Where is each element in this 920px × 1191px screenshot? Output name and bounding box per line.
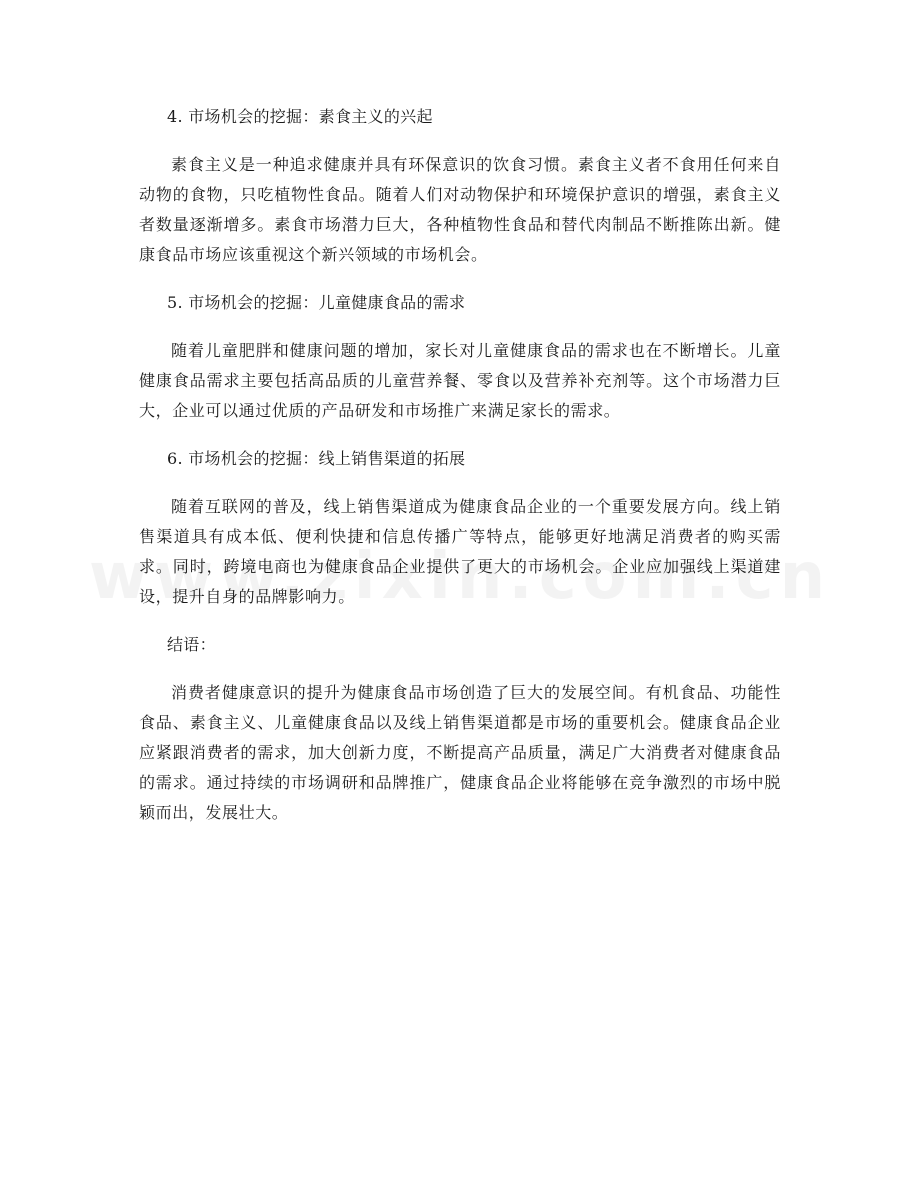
section-heading-6: 6. 市场机会的挖掘：线上销售渠道的拓展 xyxy=(167,449,466,468)
section-paragraph-4: 素食主义是一种追求健康并具有环保意识的饮食习惯。素食主义者不食用任何来自动物的食物，只吃植物性食品。随着人们对动物保护和环境保护意识的增强，素食主义者数量逐渐增多。素食市场潜力巨大，各种植物性食品和替代肉制品不断推陈出新。健康食品市场应该重视这个新兴领域的市场机会。 xyxy=(139,155,781,264)
conclusion-paragraph: 消费者健康意识的提升为健康食品市场创造了巨大的发展空间。有机食品、功能性食品、素食主义、儿童健康食品以及线上销售渠道都是市场的重要机会。健康食品企业应紧跟消费者的需求，加大创新力度，不断提高产品质量，满足广大消费者对健康食品的需求。通过持续的市场调研和品牌推广，健康食品企业将能够在竞争激烈的市场中脱颖而出，发展壮大。 xyxy=(139,683,781,822)
document-body xyxy=(139,102,781,846)
section-heading-5: 5. 市场机会的挖掘：儿童健康食品的需求 xyxy=(167,293,466,312)
conclusion-heading: 结语： xyxy=(167,635,216,654)
section-paragraph-6: 随着互联网的普及，线上销售渠道成为健康食品企业的一个重要发展方向。线上销售渠道具有成本低、便利快捷和信息传播广等特点，能够更好地满足消费者的购买需求。同时，跨境电商也为健康食品企业提供了更大的市场机会。企业应加强线上渠道建设，提升自身的品牌影响力。 xyxy=(139,497,781,606)
section-heading-4: 4. 市场机会的挖掘：素食主义的兴起 xyxy=(167,107,433,126)
section-paragraph-5: 随着儿童肥胖和健康问题的增加，家长对儿童健康食品的需求也在不断增长。儿童健康食品需求主要包括高品质的儿童营养餐、零食以及营养补充剂等。这个市场潜力巨大，企业可以通过优质的产品研发和市场推广来满足家长的需求。 xyxy=(139,341,781,420)
